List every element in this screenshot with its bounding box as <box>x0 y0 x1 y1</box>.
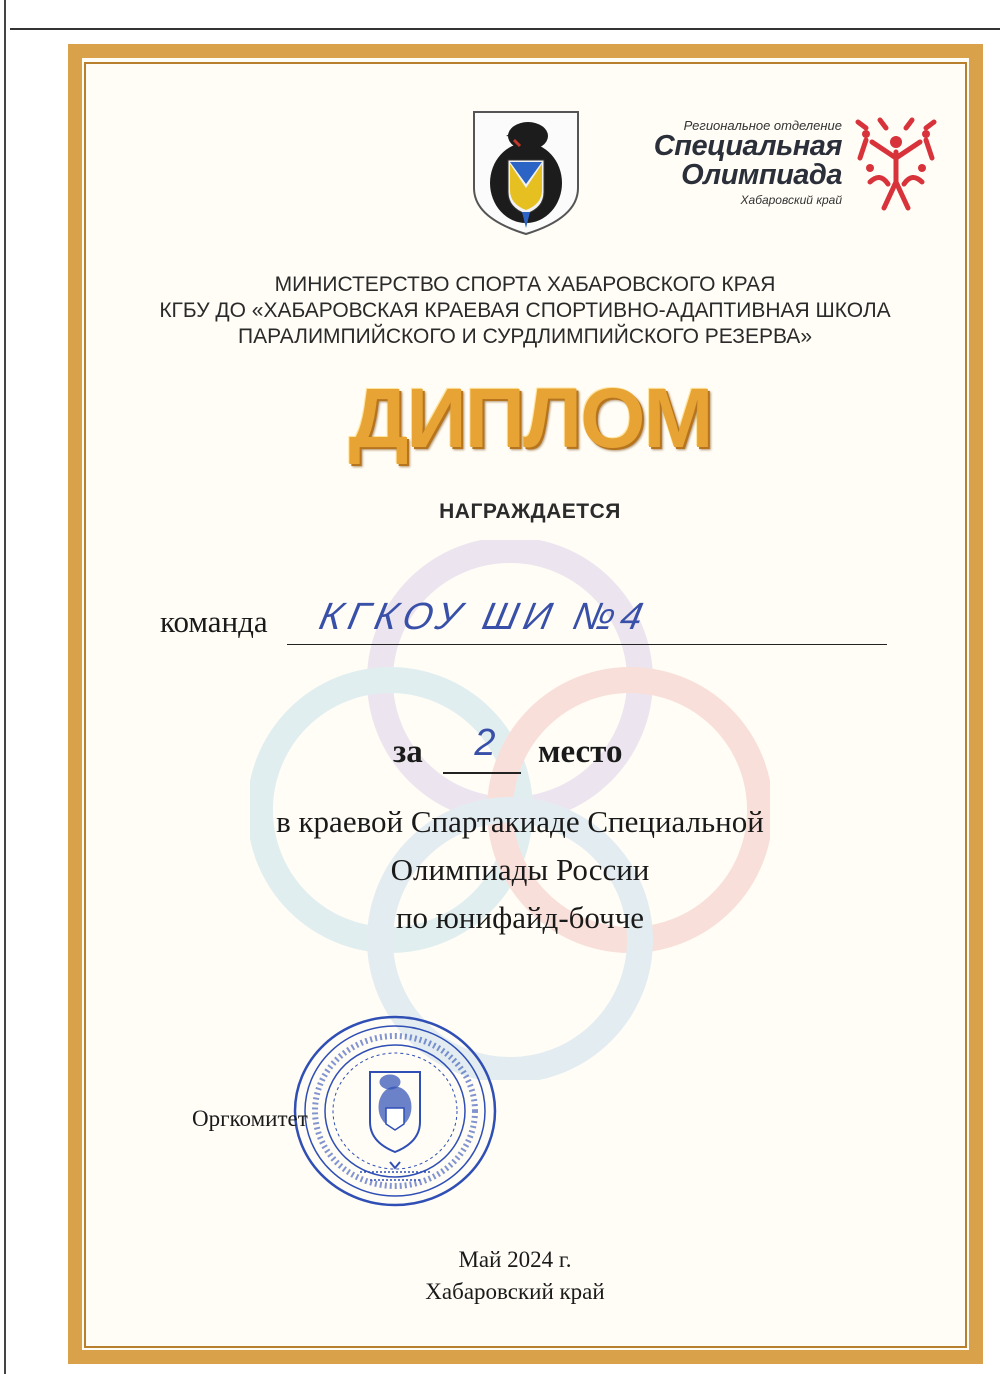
diploma-title: ДИПЛОМ <box>348 371 712 465</box>
team-name-handwritten: КГКОУ ШИ №4 <box>315 596 653 638</box>
place-suffix: место <box>538 734 623 770</box>
org-line3: ПАРАЛИМПИЙСКОГО И СУРДЛИМПИЙСКОГО РЕЗЕРВА» <box>238 325 812 348</box>
team-underline <box>287 644 887 645</box>
event-description <box>180 798 860 942</box>
scan-edge-top <box>10 28 1000 30</box>
team-label: команда <box>160 604 268 639</box>
place-value-handwritten: 2 <box>474 722 496 764</box>
place-prefix: за <box>393 734 423 770</box>
bear-emblem-icon <box>470 108 582 238</box>
official-seal-icon <box>290 1012 500 1210</box>
org-line1: МИНИСТЕРСТВО СПОРТА ХАБАРОВСКОГО КРАЯ <box>274 273 776 296</box>
so-logo-line1: Специальная <box>653 130 842 162</box>
organization-header <box>110 272 940 350</box>
footer <box>300 1244 730 1308</box>
org-line2: КГБУ ДО «ХАБАРОВСКАЯ КРАЕВАЯ СПОРТИВНО-АДАПТИВНАЯ ШКОЛА <box>159 299 891 322</box>
event-line2: Олимпиады России <box>390 852 650 887</box>
awarded-label: НАГРАЖДАЕТСЯ <box>439 500 621 523</box>
so-logo-region: Хабаровский край <box>740 193 842 207</box>
so-logo-subtitle: Региональное отделение <box>683 118 842 133</box>
committee-label: Оргкомитет <box>192 1106 308 1131</box>
footer-date: Май 2024 г. <box>458 1247 572 1272</box>
footer-place: Хабаровский край <box>425 1279 605 1304</box>
so-logo-title <box>620 132 842 190</box>
scan-edge-left <box>4 0 6 1374</box>
place-underline <box>443 772 521 774</box>
special-olympics-figure-icon <box>850 112 942 220</box>
so-logo-line2: Олимпиада <box>681 159 842 191</box>
event-line1: в краевой Спартакиаде Специальной <box>276 804 764 839</box>
event-line3: по юнифайд-бочче <box>395 900 645 935</box>
